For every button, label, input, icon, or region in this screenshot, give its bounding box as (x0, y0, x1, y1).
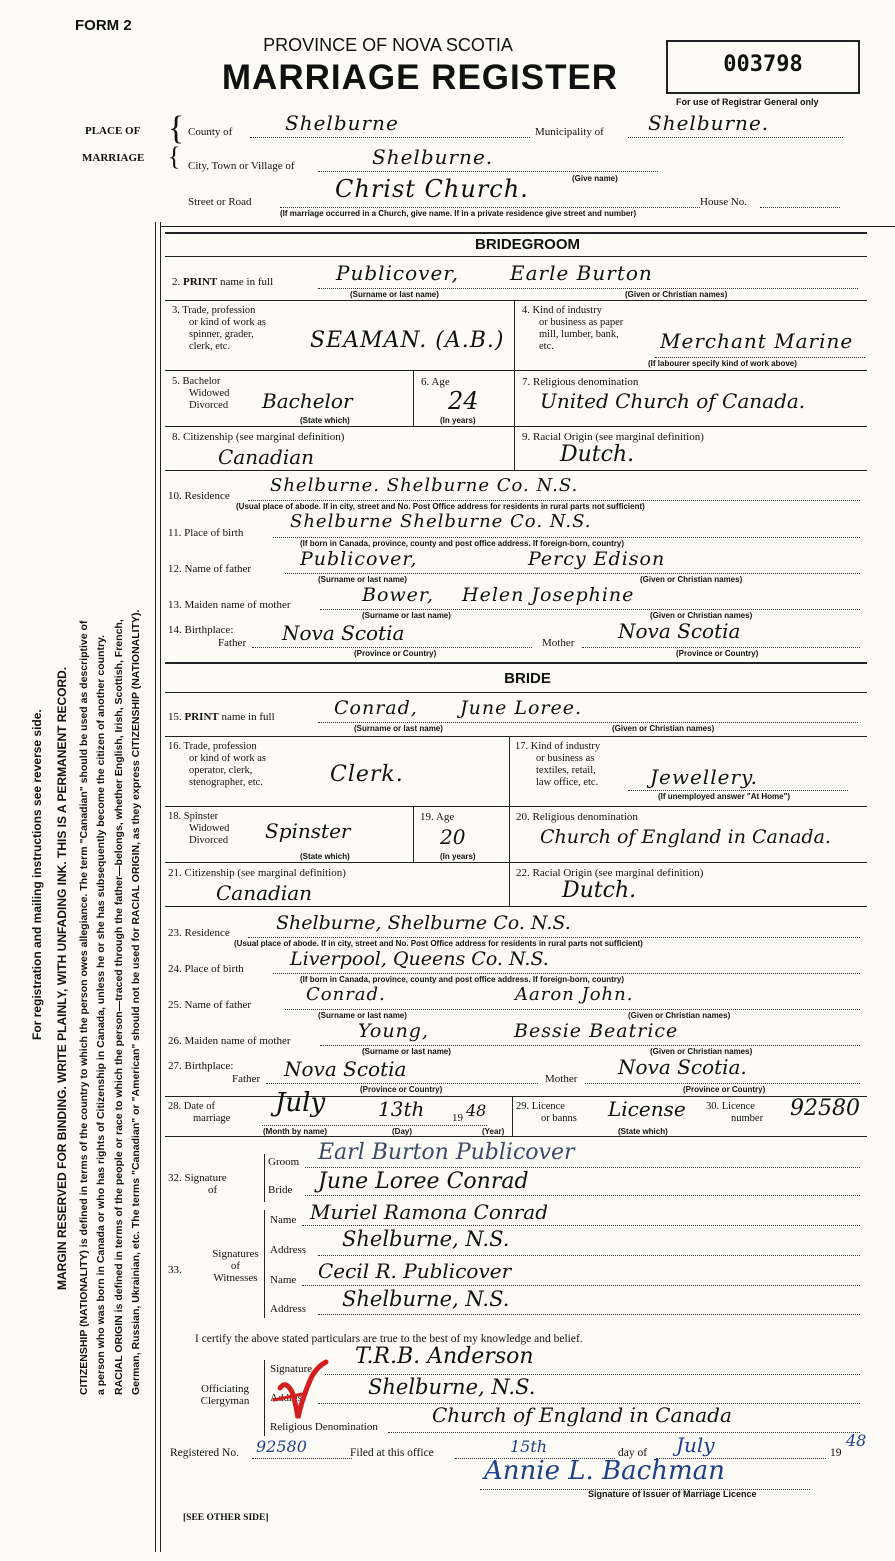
line (320, 609, 860, 610)
licence-number-label: 30. Licence number (706, 1101, 764, 1124)
bride-industry-note: (If unemployed answer "At Home") (658, 792, 791, 801)
in-years-note: (In years) (440, 852, 476, 861)
line (285, 573, 860, 574)
surname-note: (Surname or last name) (318, 575, 407, 584)
bracket-line (264, 1210, 265, 1318)
margin-line-citizenship-2: a person who was born in Canada or who has rights of Citizenship in Canada, unless he or she has subsequently become the citizen of another country. (95, 634, 107, 1395)
municipality-label: Municipality of (535, 126, 604, 138)
line (285, 1009, 860, 1010)
bridegroom-heading: BRIDEGROOM (475, 236, 580, 253)
line (305, 1195, 860, 1196)
groom-industry: Merchant Marine (660, 329, 854, 353)
clergy-signature-label: Signature (270, 1363, 313, 1375)
given-note: (Given or Christian names) (628, 1011, 731, 1020)
groom-status-label: 5. Bachelor Widowed Divorced (172, 376, 230, 411)
groom-racial-origin: Dutch. (560, 442, 635, 467)
groom-given: Earle Burton (510, 261, 653, 285)
bride-name-label: 15. PRINT name in full (168, 711, 275, 723)
county-label: County of (188, 126, 233, 138)
issuer-label: Signature of Issuer of Marriage Licence (588, 1489, 757, 1499)
bride-mother-birthplace: Nova Scotia. (618, 1055, 747, 1079)
province-heading: PROVINCE OF NOVA SCOTIA (263, 35, 513, 55)
bride-trade-label: 16. Trade, profession or kind of work as operator, clerk, stenographer, etc. (168, 741, 266, 788)
surname-note: (Surname or last name) (362, 1047, 451, 1056)
issuer-signature: Annie L. Bachman (484, 1456, 725, 1486)
groom-birthplace-label: 11. Place of birth (168, 527, 244, 539)
witness2-name-label: Name (270, 1274, 297, 1286)
line (273, 537, 860, 538)
groom-signature: Earl Burton Publicover (318, 1140, 575, 1165)
licence-number: 92580 (790, 1096, 860, 1121)
line (302, 1225, 860, 1226)
father-label: Father (232, 1073, 261, 1085)
given-note: (Given or Christian names) (640, 575, 743, 584)
bride-racial-origin-label: 22. Racial Origin (see marginal definition) (516, 867, 704, 879)
registered-number: 92580 (256, 1437, 307, 1456)
groom-industry-label: 4. Kind of industry or business as paper mill, lumber, bank, etc. (522, 305, 624, 352)
groom-residence: Shelburne. Shelburne Co. N.S. (270, 475, 579, 496)
rule (165, 736, 867, 737)
form-number: FORM 2 (75, 17, 132, 34)
bride-citizenship-label: 21. Citizenship (see marginal definition) (168, 867, 346, 879)
witness1-address: Shelburne, N.S. (342, 1227, 510, 1251)
filed-label: Filed at this office (350, 1447, 434, 1459)
prov-note: (Province or Country) (360, 1085, 443, 1094)
groom-birthplace-parents-label: 14. Birthplace: (168, 624, 234, 636)
certify-statement: I certify the above stated particulars are true to the best of my knowledge and belief. (195, 1333, 583, 1345)
divider (514, 370, 515, 426)
margin-line-racial-1: RACIAL ORIGIN is defined in terms of the people or race to which the person—traced through the father—belongs, whether English, Irish, Scottish, French, (113, 619, 125, 1395)
bride-father-given: Aaron John. (515, 984, 634, 1005)
bride-sign-label: Bride (268, 1184, 293, 1196)
bride-trade: Clerk. (330, 762, 404, 787)
groom-name-line (318, 288, 858, 289)
clergyman-label: Officiating Clergyman (200, 1383, 250, 1407)
bride-residence: Shelburne, Shelburne Co. N.S. (276, 912, 571, 934)
brace-shape-lower: { (168, 142, 181, 171)
bride-citizenship: Canadian (216, 881, 313, 905)
surname-note: (Surname or last name) (362, 611, 451, 620)
county-value: Shelburne (285, 111, 399, 135)
witness-number: 33. (168, 1264, 182, 1276)
clergy-signature: T.R.B. Anderson (355, 1344, 534, 1369)
groom-mother-given: Helen Josephine (462, 584, 635, 606)
groom-father-birthplace: Nova Scotia (282, 621, 405, 645)
state-which-note: (State which) (300, 416, 350, 425)
bride-age-label: 19. Age (420, 811, 455, 823)
birth-note: (If born in Canada, province, county and post office address. If foreign-born, country) (300, 975, 625, 984)
year-note: (Year) (482, 1127, 505, 1136)
bride-heading: BRIDE (504, 670, 551, 687)
date-label: 28. Date of marriage (168, 1101, 231, 1124)
given-note: (Given or Christian names) (650, 611, 753, 620)
bride-birthplace: Liverpool, Queens Co. N.S. (290, 948, 549, 970)
groom-mother-label: 13. Maiden name of mother (168, 599, 291, 611)
filed-year-prefix: 19 (830, 1447, 842, 1459)
city-label: City, Town or Village of (188, 160, 295, 172)
bride-racial-origin: Dutch. (562, 878, 637, 903)
marriage-day: 13th (378, 1097, 425, 1121)
street-note: (If marriage occurred in a Church, give name. If in a private residence give street and number) (280, 209, 637, 218)
line (320, 1045, 860, 1046)
bracket-line (264, 1360, 265, 1436)
rule (165, 470, 867, 471)
house-line (760, 207, 840, 208)
line (318, 722, 858, 723)
groom-trade: SEAMAN. (A.B.) (310, 328, 505, 353)
mother-label: Mother (542, 637, 575, 649)
street-value: Christ Church. (335, 175, 529, 203)
day-of-label: day of (618, 1447, 648, 1459)
bride-mother-given: Bessie Beatrice (514, 1020, 679, 1042)
filed-month: July (676, 1433, 715, 1457)
line (252, 647, 532, 648)
groom-age-label: 6. Age (421, 376, 450, 388)
marriage-month: July (275, 1088, 326, 1118)
groom-mother-surname: Bower, (362, 584, 434, 606)
rule (165, 862, 867, 863)
groom-surname: Publicover, (336, 261, 460, 285)
line (248, 500, 860, 501)
clergy-denomination: Church of England in Canada (432, 1403, 732, 1427)
street-line (280, 207, 700, 208)
bridegroom-rule (165, 256, 867, 257)
municipality-value: Shelburne. (648, 111, 770, 135)
in-years-note: (In years) (440, 416, 476, 425)
line (248, 937, 860, 938)
rule (165, 1136, 867, 1137)
groom-father-given: Percy Edison (528, 548, 666, 570)
line (302, 1285, 860, 1286)
groom-residence-label: 10. Residence (168, 490, 230, 502)
bracket-line (264, 1154, 265, 1202)
birth-note: (If born in Canada, province, county and post office address. If foreign-born, country) (300, 539, 625, 548)
divider (509, 736, 510, 806)
red-check-mark (272, 1358, 332, 1428)
groom-father-surname: Publicover, (300, 548, 418, 570)
witness1-name: Muriel Ramona Conrad (310, 1200, 549, 1224)
signature-of-label: 32. Signature of (168, 1172, 227, 1196)
rule (165, 370, 867, 371)
month-note: (Month by name) (263, 1127, 327, 1136)
bride-birthplace-parents-label: 27. Birthplace: (168, 1060, 234, 1072)
licence-or-banns: License (608, 1097, 686, 1121)
bride-industry: Jewellery. (650, 765, 758, 789)
groom-surname-note: (Surname or last name) (350, 290, 439, 299)
filed-year: 48 (846, 1431, 867, 1450)
form-left-border (155, 222, 156, 1552)
surname-note: (Surname or last name) (318, 1011, 407, 1020)
filed-day: 15th (510, 1437, 548, 1456)
groom-father-label: 12. Name of father (168, 563, 252, 575)
line (585, 1083, 860, 1084)
bridegroom-rule-top (165, 232, 867, 234)
give-name-note: (Give name) (572, 174, 618, 183)
rule (165, 1096, 867, 1097)
bride-religion-label: 20. Religious denomination (516, 811, 638, 823)
bride-father-surname: Conrad. (306, 984, 386, 1005)
witness2-name: Cecil R. Publicover (318, 1259, 512, 1283)
margin-line-binding: MARGIN RESERVED FOR BINDING. WRITE PLAINLY, WITH UNFADING INK. THIS IS A PERMANENT RECORD. (55, 666, 69, 1290)
divider (509, 806, 510, 862)
residence-note: (Usual place of abode. If in city, street and No. Post Office address for residents in rural parts not sufficient) (234, 939, 643, 948)
serial-number: 003798 (723, 52, 803, 77)
margin-line-racial-2: German, Russian, Ukrainian, etc. The terms "Canadian" or "American" should not be used for RACIAL ORIGIN, as they express CITIZENSHIP (NATIONALITY). (130, 609, 142, 1395)
bride-father-birthplace: Nova Scotia (284, 1057, 407, 1081)
divider (413, 370, 414, 426)
given-note: (Given or Christian names) (650, 1047, 753, 1056)
witness2-address: Shelburne, N.S. (342, 1287, 510, 1311)
given-note: (Given or Christian names) (612, 724, 715, 733)
surname-note: (Surname or last name) (354, 724, 443, 733)
line (655, 357, 865, 358)
line (628, 790, 848, 791)
see-other-side: [SEE OTHER SIDE] (183, 1513, 269, 1523)
groom-religion: United Church of Canada. (540, 389, 806, 413)
top-rule (160, 226, 895, 227)
groom-given-note: (Given or Christian names) (625, 290, 728, 299)
city-line (318, 171, 658, 172)
bride-industry-label: 17. Kind of industry or business as textiles, retail, law office, etc. (515, 741, 601, 788)
county-line (250, 137, 530, 138)
divider (413, 806, 414, 862)
line (273, 973, 860, 974)
margin-line-citizenship-1: CITIZENSHIP (NATIONALITY) is defined in terms of the country to which the person owes allegiance. The term "Canadian" should be used as descriptive of (78, 620, 90, 1395)
father-label: Father (218, 637, 247, 649)
witness1-address-label: Address (270, 1244, 307, 1256)
page-title: MARRIAGE REGISTER (221, 58, 619, 97)
bride-birthplace-label: 24. Place of birth (168, 963, 244, 975)
groom-religion-label: 7. Religious denomination (522, 376, 639, 388)
marriage-label: MARRIAGE (82, 152, 145, 164)
line (305, 1167, 860, 1168)
divider (509, 862, 510, 906)
bride-religion: Church of England in Canada. (540, 826, 831, 848)
bride-mother-label: 26. Maiden name of mother (168, 1035, 291, 1047)
house-label: House No. (700, 196, 748, 208)
groom-citizenship: Canadian (218, 445, 315, 469)
line (262, 1125, 487, 1126)
prov-note: (Province or Country) (676, 649, 759, 658)
bride-residence-label: 23. Residence (168, 927, 230, 939)
witness2-address-label: Address (270, 1303, 307, 1315)
marriage-year: 48 (466, 1101, 487, 1120)
line (388, 1432, 860, 1433)
groom-status: Bachelor (262, 389, 353, 413)
bride-age: 20 (440, 825, 466, 849)
groom-mother-birthplace: Nova Scotia (618, 619, 741, 643)
rule (165, 906, 867, 907)
bride-rule-top (165, 662, 867, 664)
registered-label: Registered No. (170, 1447, 239, 1459)
bride-given: June Loree. (460, 697, 583, 719)
divider (514, 426, 515, 470)
groom-racial-origin-label: 9. Racial Origin (see marginal definition) (522, 431, 704, 443)
groom-citizenship-label: 8. Citizenship (see marginal definition) (172, 431, 345, 443)
line (318, 1255, 860, 1256)
groom-industry-note: (If labourer specify kind of work above) (648, 359, 797, 368)
bride-signature: June Loree Conrad (318, 1169, 529, 1194)
groom-name-label: 2. PRINT name in full (172, 276, 274, 288)
line (252, 1458, 352, 1459)
rule (165, 300, 867, 301)
groom-trade-label: 3. Trade, profession or kind of work as spinner, grader, clerk, etc. (172, 305, 266, 352)
city-value: Shelburne. (372, 145, 494, 169)
margin-line-mailing: For registration and mailing instructions see reverse side. (30, 709, 44, 1040)
bride-rule (165, 692, 867, 693)
day-note: (Day) (392, 1127, 413, 1136)
serial-number-box (666, 40, 860, 94)
mother-label: Mother (545, 1073, 578, 1085)
bride-status: Spinster (265, 819, 351, 843)
bride-status-label: 18. Spinster Widowed Divorced (168, 811, 230, 846)
registrar-note: For use of Registrar General only (676, 97, 819, 107)
prov-note: (Province or Country) (354, 649, 437, 658)
divider (514, 300, 515, 370)
divider (512, 1096, 513, 1136)
groom-age: 24 (448, 387, 479, 415)
prov-note: (Province or Country) (683, 1085, 766, 1094)
clergy-address: Shelburne, N.S. (368, 1375, 536, 1399)
groom-birthplace: Shelburne Shelburne Co. N.S. (290, 511, 592, 532)
line (318, 1314, 860, 1315)
line (266, 1083, 538, 1084)
form-left-border-inner (160, 222, 161, 1552)
brace-shape: { (168, 110, 185, 147)
state-which-note: (State which) (618, 1127, 668, 1136)
bride-surname: Conrad, (334, 697, 418, 719)
bride-mother-surname: Young, (358, 1020, 430, 1042)
place-of-label: PLACE OF (85, 125, 141, 137)
witness1-name-label: Name (270, 1214, 297, 1226)
licence-banns-label: 29. Licence or banns (516, 1101, 577, 1124)
year-prefix: 19 (452, 1112, 463, 1124)
residence-note: (Usual place of abode. If in city, street and No. Post Office address for residents in rural parts not sufficient) (236, 502, 645, 511)
clergy-address-label: Address (270, 1392, 307, 1404)
municipality-line (628, 137, 843, 138)
line (582, 647, 860, 648)
street-label: Street or Road (188, 196, 252, 208)
rule (165, 426, 867, 427)
state-which-note: (State which) (300, 852, 350, 861)
witnesses-label: Signatures of Witnesses (212, 1248, 259, 1284)
rule (165, 806, 867, 807)
denomination-label: Religious Denomination (270, 1421, 378, 1433)
groom-sign-label: Groom (268, 1156, 300, 1168)
bride-father-label: 25. Name of father (168, 999, 252, 1011)
